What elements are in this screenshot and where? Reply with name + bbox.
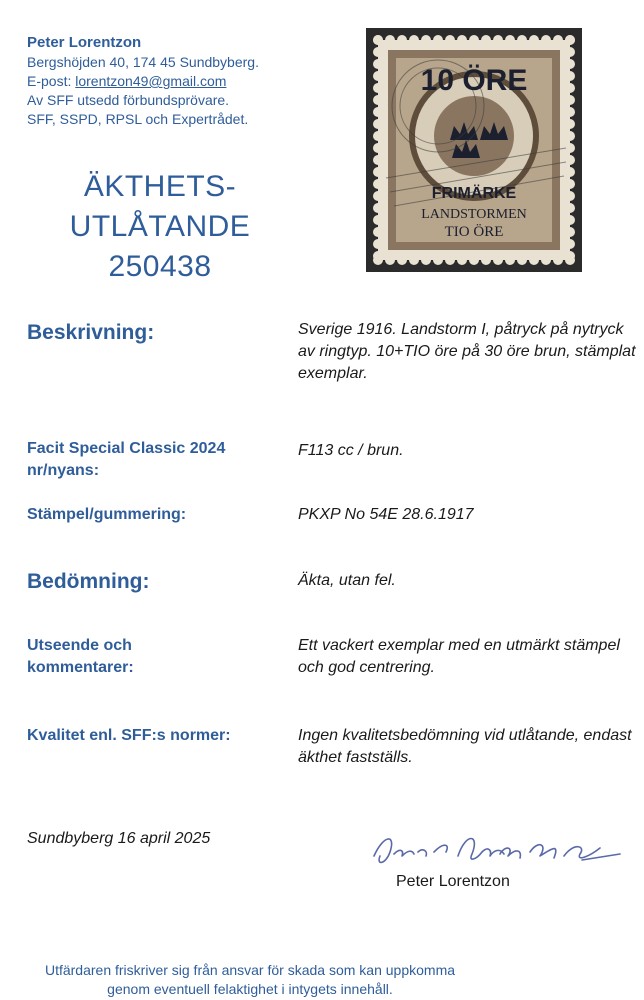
disclaimer	[0, 961, 500, 999]
issuer-name: Peter Lorentzon	[27, 34, 142, 51]
overprint-bottom-1: LANDSTORMEN	[421, 207, 527, 222]
field-label-assessment: Bedömning:	[27, 570, 150, 593]
field-value-catalogue: F113 cc / brun.	[298, 442, 404, 459]
issuer-memberships: SFF, SSPD, RPSL och Expertrådet.	[27, 111, 249, 127]
field-value-comments: Ett vackert exemplar med en utmärkt stämpel och god centrering.	[298, 637, 620, 676]
certificate-number: 250438	[108, 250, 212, 283]
signer-name: Peter Lorentzon	[396, 873, 510, 890]
field-label-description: Beskrivning:	[27, 321, 155, 344]
field-label-catalogue: Facit Special Classic 2024 nr/nyans:	[27, 440, 226, 479]
issuer-email-prefix: E-post:	[27, 73, 76, 89]
field-value-quality: Ingen kvalitetsbedömning vid utlåtande, endast äkthet fastställs.	[298, 727, 632, 766]
stamp-image	[366, 28, 582, 272]
field-label-comments: Utseende och kommentarer:	[27, 637, 134, 676]
issuer-email-link[interactable]: lorentzon49@gmail.com	[75, 73, 227, 89]
issuer-address: Bergshöjden 40, 174 45 Sundbyberg.	[27, 54, 259, 70]
issuer-block	[27, 33, 347, 129]
issuer-email-line	[27, 72, 347, 91]
place-and-date: Sundbyberg 16 april 2025	[27, 830, 211, 847]
field-value-assessment: Äkta, utan fel.	[298, 572, 396, 589]
disclaimer-line-1: Utfärdaren friskriver sig från ansvar för skada som kan uppkomma	[44, 962, 456, 978]
disclaimer-line-2: genom eventuell felaktighet i intygets innehåll.	[107, 981, 393, 997]
certificate-title	[40, 167, 280, 287]
field-label-quality: Kvalitet enl. SFF:s normer:	[27, 727, 231, 744]
field-value-description: Sverige 1916. Landstorm I, påtryck på nytryck av ringtyp. 10+TIO öre på 30 öre brun, stämplat exemplar.	[298, 321, 636, 382]
certificate-title-line1: ÄKTHETS-	[83, 170, 237, 203]
overprint-top: 10 ÖRE	[420, 64, 528, 97]
field-label-postmark: Stämpel/gummering:	[27, 506, 187, 523]
overprint-ring: FRIMÄRKE	[431, 185, 517, 202]
overprint-bottom-2: TIO ÖRE	[444, 224, 504, 240]
certificate-title-line2: UTLÅTANDE	[69, 210, 251, 243]
field-value-postmark: PKXP No 54E 28.6.1917	[298, 506, 474, 523]
issuer-role: Av SFF utsedd förbundsprövare.	[27, 92, 230, 108]
signature-image	[368, 826, 628, 872]
stamp-svg	[366, 28, 582, 272]
